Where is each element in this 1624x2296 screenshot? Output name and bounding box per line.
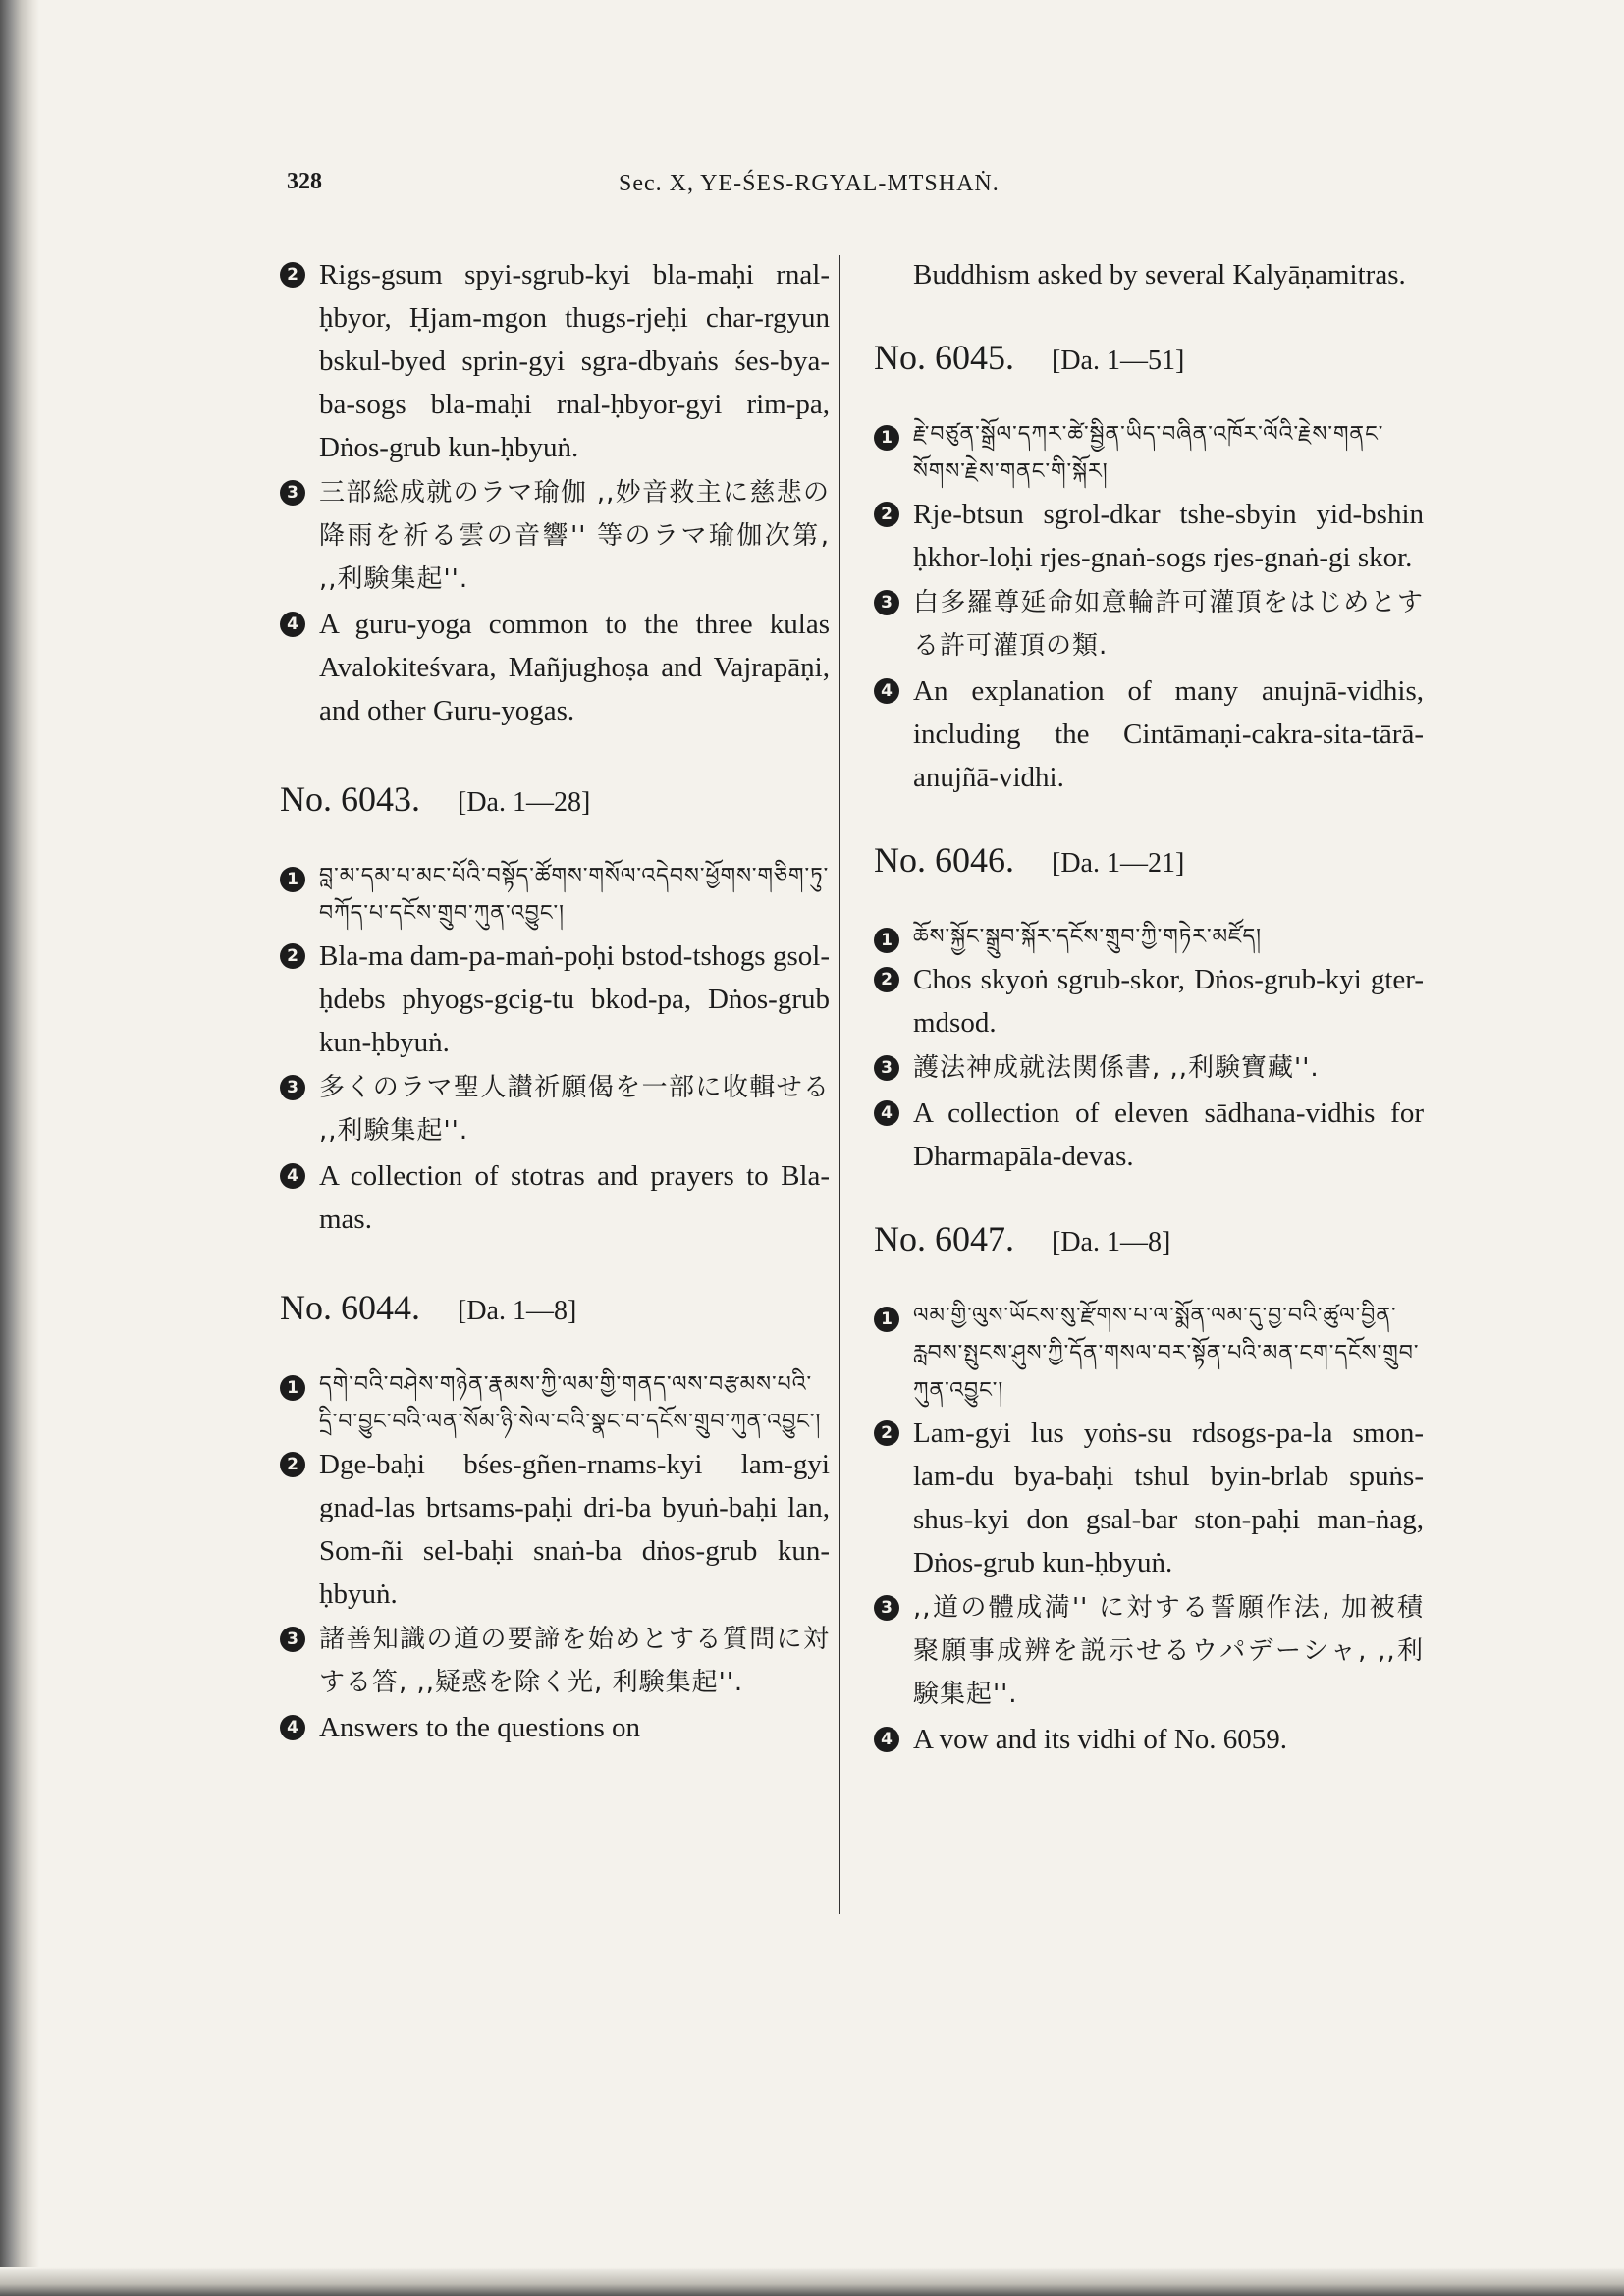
entry-6046-romanized xyxy=(874,958,1424,1044)
entry-text: 白多羅尊延命如意輪許可灌頂をはじめとする許可灌頂の類. xyxy=(913,588,1424,661)
entry-range: [Da. 1—21] xyxy=(1052,848,1185,879)
entry-text: Rje-btsun sgrol-dkar tshe-sbyin yid-bshin ḥkhor-loḥi rjes-gnaṅ-sogs rjes-gnaṅ-gi skor. xyxy=(913,499,1424,573)
marker-2-icon: 2 xyxy=(874,502,899,527)
scan-left-edge xyxy=(0,0,39,2296)
entry-text: ,,道の體成満'' に対する誓願作法, 加被積聚願事成辨を説示せるウパデーシャ, ,,利験集起''. xyxy=(913,1593,1424,1709)
entry-text: བླ་མ་དམ་པ་མང་པོའི་བསྟོད་ཚོགས་གསོལ་འདེབས་ཕྱོགས་གཅིག་ཏུ་བཀོད་པ་དངོས་གྲུབ་ཀུན་འབྱུང་། xyxy=(319,864,830,926)
entry-text: ཆོས་སྐྱོང་སྒྲུབ་སྐོར་དངོས་གྲུབ་ཀྱི་གཏེར་མཛོད། xyxy=(913,925,1263,949)
entry-heading-6046 xyxy=(874,838,1424,885)
entry-6047-japanese xyxy=(874,1586,1424,1716)
entry-text: Lam-gyi lus yoṅs-su rdsogs-pa-la smon-lam-du bya-baḥi tshul byin-brlab spuṅs-shus-kyi don gsal-bar ston-paḥi man-ṅag, Dṅos-grub kun-ḥbyuṅ. xyxy=(913,1417,1424,1578)
entry-range: [Da. 1—28] xyxy=(458,787,591,818)
entry-text: Dge-baḥi bśes-gñen-rnams-kyi lam-gyi gnad-las brtsams-paḥi dri-ba byuṅ-baḥi lan, Som-ñi sel-baḥi snaṅ-ba dṅos-grub kun-ḥbyuṅ. xyxy=(319,1449,830,1610)
entry-number: No. 6043. xyxy=(280,779,420,819)
marker-4-icon: 4 xyxy=(874,1100,899,1126)
marker-3-icon: 3 xyxy=(874,590,899,615)
entry-text: 多くのラマ聖人讃祈願偈を一部に收輯せる ,,利験集起''. xyxy=(319,1073,830,1146)
entry-text: 三部総成就のラマ瑜伽 ,,妙音救主に慈悲の降雨を祈る雲の音響'' 等のラマ瑜伽次第, ,,利験集起''. xyxy=(319,478,830,594)
entry-text: ལམ་གྱི་ལུས་ཡོངས་སུ་རྫོགས་པ་ལ་སྨོན་ལམ་དུ་བྱ་བའི་ཚུལ་བྱིན་རླབས་སྤུངས་ཤུས་ཀྱི་དོན་གསལ་བར་སྟོན་པའི་མན་ངག་དངོས་གྲུབ་ཀུན་འབྱུང་། xyxy=(913,1304,1420,1403)
marker-3-icon: 3 xyxy=(874,1595,899,1621)
entry-text: Bla-ma dam-pa-maṅ-poḥi bstod-tshogs gsol-ḥdebs phyogs-gcig-tu bkod-pa, Dṅos-grub kun-ḥbyuṅ. xyxy=(319,940,830,1058)
entry-text: Buddhism asked by several Kalyāṇamitras. xyxy=(913,259,1406,291)
marker-4-icon: 4 xyxy=(280,1163,305,1189)
left-column xyxy=(280,253,830,1751)
entry-heading-6047 xyxy=(874,1217,1424,1264)
entry-6044-english-continued xyxy=(874,253,1424,296)
entry-heading-6043 xyxy=(280,777,830,825)
entry-6045-english xyxy=(874,669,1424,799)
marker-2-icon: 2 xyxy=(874,967,899,992)
marker-3-icon: 3 xyxy=(280,1627,305,1652)
entry-6042-japanese xyxy=(280,471,830,601)
page-number: 328 xyxy=(287,169,322,194)
marker-1-icon: 1 xyxy=(874,425,899,451)
marker-4-icon: 4 xyxy=(874,1727,899,1752)
marker-4-icon: 4 xyxy=(874,678,899,704)
marker-2-icon: 2 xyxy=(280,262,305,288)
entry-text: A collection of stotras and prayers to Bla-mas. xyxy=(319,1160,830,1235)
marker-1-icon: 1 xyxy=(280,867,305,892)
entry-text: A collection of eleven sādhana-vidhis for Dharmapāla-devas. xyxy=(913,1097,1424,1172)
entry-6044-romanized xyxy=(280,1443,830,1616)
entry-6046-japanese xyxy=(874,1046,1424,1090)
page-header xyxy=(0,169,1624,208)
entry-6044-tibetan xyxy=(280,1366,830,1441)
marker-1-icon: 1 xyxy=(874,1307,899,1332)
entry-6047-romanized xyxy=(874,1412,1424,1584)
entry-6045-tibetan xyxy=(874,416,1424,491)
entry-number: No. 6045. xyxy=(874,338,1014,377)
entry-6046-english xyxy=(874,1092,1424,1178)
marker-3-icon: 3 xyxy=(874,1055,899,1081)
entry-6046-tibetan xyxy=(874,919,1424,956)
entry-6044-english xyxy=(280,1706,830,1749)
entry-heading-6044 xyxy=(280,1286,830,1333)
entry-text: Answers to the questions on xyxy=(319,1712,641,1743)
entry-6047-english xyxy=(874,1718,1424,1761)
marker-4-icon: 4 xyxy=(280,1715,305,1740)
marker-2-icon: 2 xyxy=(280,943,305,969)
entry-6043-tibetan xyxy=(280,858,830,933)
marker-1-icon: 1 xyxy=(874,928,899,953)
entry-6044-japanese xyxy=(280,1618,830,1704)
entry-text: Rigs-gsum spyi-sgrub-kyi bla-maḥi rnal-ḥbyor, Ḥjam-mgon thugs-rjeḥi char-rgyun bskul-byed sprin-gyi sgra-dbyaṅs śes-bya-ba-sogs bla-maḥi rnal-ḥbyor-gyi rim-pa, Dṅos-grub kun-ḥbyuṅ. xyxy=(319,259,830,463)
entry-6045-romanized xyxy=(874,493,1424,579)
entry-heading-6045 xyxy=(874,336,1424,383)
entry-6043-english xyxy=(280,1154,830,1241)
entry-range: [Da. 1—51] xyxy=(1052,346,1185,376)
entry-number: No. 6044. xyxy=(280,1288,420,1327)
entry-range: [Da. 1—8] xyxy=(1052,1227,1171,1257)
entry-text: A guru-yoga common to the three kulas Avalokiteśvara, Mañjughoṣa and Vajrapāṇi, and other Guru-yogas. xyxy=(319,609,830,726)
entry-6042-romanized xyxy=(280,253,830,469)
entry-6042-english xyxy=(280,603,830,732)
entry-text: A vow and its vidhi of No. 6059. xyxy=(913,1724,1288,1755)
entry-6045-japanese xyxy=(874,581,1424,667)
column-divider xyxy=(839,255,840,1914)
entry-6043-romanized xyxy=(280,934,830,1064)
entry-text: Chos skyoṅ sgrub-skor, Dṅos-grub-kyi gter-mdsod. xyxy=(913,964,1424,1039)
entry-6043-japanese xyxy=(280,1066,830,1152)
marker-3-icon: 3 xyxy=(280,480,305,506)
entry-text: དགེ་བའི་བཤེས་གཉེན་རྣམས་ཀྱི་ལམ་གྱི་གནད་ལས་བརྩམས་པའི་དྲི་བ་བྱུང་བའི་ལན་སོམ་ཉི་སེལ་བའི་སྣང་བ་དངོས་གྲུབ་ཀུན་འབྱུང་། xyxy=(319,1372,822,1434)
marker-2-icon: 2 xyxy=(874,1420,899,1446)
entry-number: No. 6046. xyxy=(874,840,1014,880)
entry-text: 護法神成就法関係書, ,,利験寶藏''. xyxy=(913,1053,1320,1083)
right-column xyxy=(874,253,1424,1763)
marker-1-icon: 1 xyxy=(280,1375,305,1401)
entry-number: No. 6047. xyxy=(874,1219,1014,1258)
entry-range: [Da. 1—8] xyxy=(458,1296,577,1326)
entry-text: An explanation of many anujnā-vidhis, including the Cintāmaṇi-cakra-sita-tārā-anujñā-vidhi. xyxy=(913,675,1424,793)
entry-6047-tibetan xyxy=(874,1298,1424,1410)
entry-text: རྗེ་བཙུན་སྒྲོལ་དཀར་ཚེ་སྦྱིན་ཡིད་བཞིན་འཁོར་ལོའི་རྗེས་གནང་སོགས་རྗེས་གནང་གི་སྐོར། xyxy=(913,422,1384,484)
running-title: Sec. X, YE-ŚES-RGYAL-MTSHAṄ. xyxy=(619,171,1000,196)
marker-3-icon: 3 xyxy=(280,1075,305,1100)
scan-bottom-edge xyxy=(0,2267,1624,2296)
marker-4-icon: 4 xyxy=(280,612,305,637)
entry-text: 諸善知識の道の要諦を始めとする質問に対する答, ,,疑惑を除く光, 利験集起''. xyxy=(319,1625,830,1697)
marker-2-icon: 2 xyxy=(280,1452,305,1477)
